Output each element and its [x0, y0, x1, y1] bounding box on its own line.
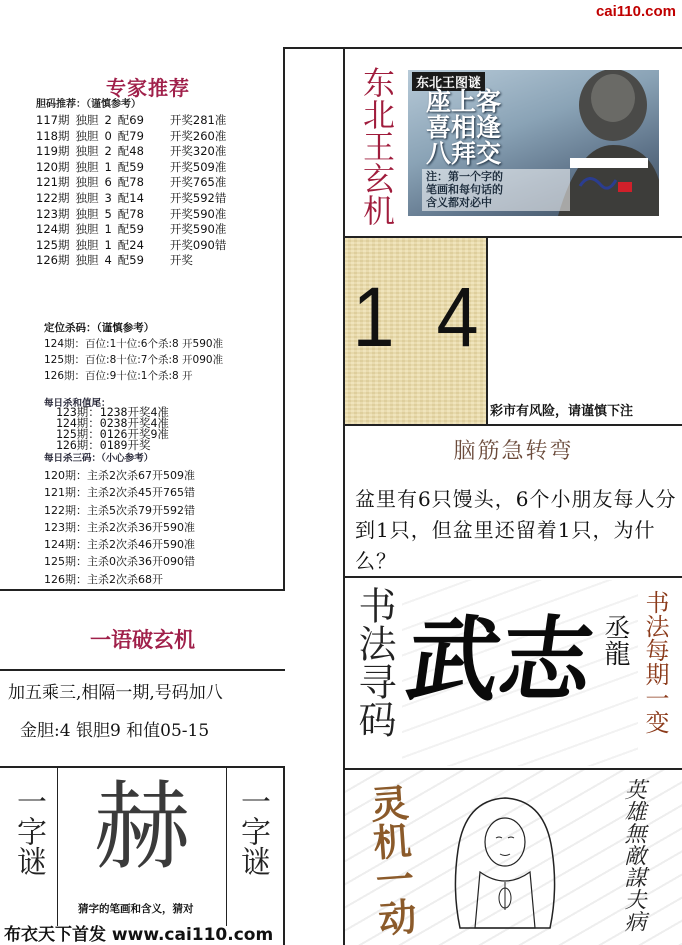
dongbei-image-note-box — [422, 169, 570, 211]
dan-row — [36, 144, 232, 160]
daily-kill-title: 每日杀三码：（小心参考） — [44, 453, 154, 464]
red-scribble-icon — [574, 168, 634, 198]
dan-cell-dan: 5 — [104, 206, 112, 221]
dan-row — [36, 175, 232, 191]
woman-portrait-icon — [440, 790, 570, 930]
dan-cell-dan: 3 — [104, 190, 112, 205]
dan-row — [36, 207, 232, 223]
list-item: 124期：百位:1十位:6个杀:8 开590准 — [44, 338, 224, 350]
list-item: 125期：主杀0次杀36开090错 — [44, 555, 195, 569]
dan-cell-period: 123期 — [36, 206, 70, 221]
list-item: 125期：百位:8十位:7个杀:8 开090准 — [44, 354, 224, 366]
dan-cell-period: 124期 — [36, 222, 70, 237]
dan-cell-pei: 配14 — [117, 190, 144, 205]
dan-row — [36, 222, 232, 238]
dongbei-image-note-3: 含义都对必中 — [426, 196, 492, 209]
dan-cell-pei: 配69 — [117, 113, 144, 127]
dan-cell-result: 开奖590准 — [169, 206, 227, 221]
dan-cell-kind: 独胆 — [75, 113, 99, 127]
dan-cell-dan: 2 — [104, 113, 112, 127]
list-item: 126期：0189开奖 — [56, 438, 151, 452]
dan-row — [36, 191, 232, 207]
list-item: 124期：主杀2次杀46开590准 — [44, 538, 195, 552]
dan-cell-kind: 独胆 — [75, 159, 99, 174]
divider — [0, 669, 285, 671]
divider — [0, 589, 285, 591]
char-riddle-label-right: 一字谜 — [235, 786, 270, 876]
dan-cell-dan: 0 — [104, 128, 112, 143]
dan-cell-period: 120期 — [36, 159, 70, 174]
pos-list — [44, 336, 223, 384]
daily-kill-list — [44, 467, 195, 588]
char-riddle-character: 赫 — [94, 771, 190, 883]
dan-cell-period: 119期 — [36, 144, 70, 159]
riddle-title: 一语破玄机 — [90, 627, 195, 652]
white-bar-decor — [570, 158, 648, 168]
list-item: 126期：主杀2次杀68开 — [44, 572, 163, 586]
brain-title: 脑筋急转弯 — [453, 439, 574, 464]
char-riddle-label-left: 一字谜 — [11, 786, 46, 876]
list-item: 121期：主杀2次杀45开765错 — [44, 486, 195, 500]
list-item: 124期：0238开奖4准 — [56, 416, 169, 430]
divider — [343, 424, 682, 426]
dongbei-image — [408, 70, 659, 216]
dan-cell-period: 126期 — [36, 253, 70, 268]
calligraphy-artwork — [402, 580, 638, 766]
dan-cell-dan: 1 — [104, 237, 112, 252]
daily-tail-list — [56, 407, 169, 451]
divider — [226, 766, 227, 926]
dan-cell-dan: 2 — [104, 144, 112, 159]
dan-row — [36, 113, 232, 129]
brain-question: 盆里有6只馒头，6个小朋友每人分到1只，但盆里还留着1只，为什么？ — [355, 487, 677, 573]
dongbei-image-line-1: 座上客 — [426, 87, 502, 116]
dan-cell-kind: 独胆 — [75, 128, 99, 143]
dan-cell-kind: 独胆 — [75, 222, 99, 237]
list-item: 122期：主杀5次杀79开592错 — [44, 503, 195, 517]
dan-cell-dan: 1 — [104, 159, 112, 174]
dan-cell-pei: 配59 — [117, 222, 144, 237]
dan-cell-kind: 独胆 — [75, 175, 99, 190]
calligraphy-text: 武志 — [400, 606, 600, 714]
dongbei-image-note-2: 笔画和每句话的 — [426, 183, 503, 196]
dan-cell-dan: 4 — [104, 253, 112, 268]
dan-cell-result: 开奖090错 — [169, 237, 227, 252]
dan-cell-kind: 独胆 — [75, 144, 99, 159]
dan-cell-result: 开奖765准 — [169, 175, 227, 190]
dongbei-image-note-1: 注：第一个字的 — [426, 170, 503, 183]
dan-cell-pei: 配78 — [117, 175, 144, 190]
divider — [0, 766, 285, 768]
dan-cell-kind: 独胆 — [75, 206, 99, 221]
dan-cell-pei: 配79 — [117, 128, 144, 143]
dan-section-title: 胆码推荐：（谨慎参考） — [36, 99, 141, 110]
dan-cell-pei: 配48 — [117, 144, 144, 159]
calligraphy-side-note: 书法每期一变 — [641, 590, 669, 734]
dan-cell-period: 117期 — [36, 113, 70, 127]
footer-text: 布衣天下首发 www.cai110.com — [4, 925, 274, 945]
dan-cell-result: 开奖590准 — [169, 222, 227, 237]
dan-cell-result: 开奖260准 — [169, 128, 227, 143]
dan-cell-pei: 配24 — [117, 237, 144, 252]
dan-cell-pei: 配59 — [117, 159, 144, 174]
dan-cell-result: 开奖 — [169, 253, 193, 268]
list-item: 123期：主杀2次杀36开590准 — [44, 520, 195, 534]
dan-cell-result: 开奖509准 — [169, 159, 227, 174]
dongbei-image-line-3: 八拜交 — [426, 139, 502, 168]
riddle-line-1: 加五乘三,相隔一期,号码加八 — [8, 683, 223, 703]
list-item: 125期：0126开奖9准 — [56, 427, 169, 441]
riddle-line-2: 金胆:4 银胆9 和值05-15 — [20, 721, 210, 741]
dan-cell-result: 开奖592错 — [169, 190, 227, 205]
dan-row — [36, 238, 232, 254]
dan-cell-pei: 配59 — [117, 253, 144, 268]
dongbei-image-line-2: 喜相逢 — [426, 113, 502, 142]
risk-warning: 彩市有风险，请谨慎下注 — [490, 404, 634, 419]
big-number: 1 4 — [352, 270, 479, 364]
dan-cell-period: 118期 — [36, 128, 70, 143]
brand-logo-text: cai110.com — [595, 3, 676, 20]
dan-cell-period: 125期 — [36, 237, 70, 252]
dan-cell-period: 121期 — [36, 175, 70, 190]
dan-row — [36, 160, 232, 176]
dan-cell-kind: 独胆 — [75, 237, 99, 252]
dongbei-label: 东北王玄机 — [358, 66, 396, 226]
pos-section-title: 定位杀码：（谨慎参考） — [44, 322, 155, 334]
dan-cell-dan: 6 — [104, 175, 112, 190]
dongbei-image-header: 东北王图谜 — [412, 72, 485, 91]
char-riddle-hint: 猜字的笔画和含义，猜对 — [78, 903, 194, 915]
dan-table — [36, 113, 232, 269]
lingji-poem: 英雄無敵謀夫病 — [621, 778, 646, 932]
dan-row — [36, 129, 232, 145]
expert-title: 专家推荐 — [106, 76, 190, 100]
list-item: 126期：百位:9十位:1个杀:8 开 — [44, 370, 193, 382]
dan-cell-result: 开奖281准 — [169, 113, 227, 127]
daily-tail-title: 每日杀和值尾： — [44, 398, 111, 409]
divider — [283, 47, 285, 591]
calligraphy-label: 书法寻码 — [352, 586, 396, 738]
divider — [283, 766, 285, 945]
dan-cell-pei: 配78 — [117, 206, 144, 221]
divider — [486, 236, 488, 424]
dan-cell-result: 开奖320准 — [169, 144, 227, 159]
list-item: 123期：1238开奖4准 — [56, 405, 169, 419]
list-item: 120期：主杀2次杀67开509准 — [44, 469, 195, 482]
dan-cell-kind: 独胆 — [75, 190, 99, 205]
lingji-label: 灵机一动 — [362, 782, 419, 938]
dan-cell-kind: 独胆 — [75, 253, 99, 268]
dan-row — [36, 253, 232, 269]
calligraphy-signature: 丞龍 — [600, 614, 630, 666]
dan-cell-period: 122期 — [36, 190, 70, 205]
dan-cell-dan: 1 — [104, 222, 112, 237]
